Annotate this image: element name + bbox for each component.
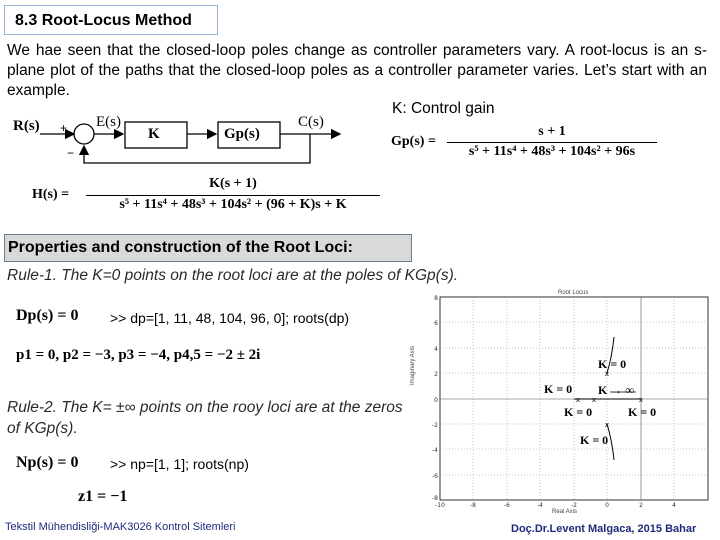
k-zero-label: K = 0 (544, 382, 573, 396)
k-infinity-label: K → ∞ (598, 383, 634, 397)
plant-tf-lhs: Gp(s) = (391, 134, 436, 149)
ytick-label: -2 (432, 422, 438, 429)
k-zero-label: K = 0 (564, 405, 593, 419)
pole-marker: x (604, 421, 610, 429)
pole-marker: x (591, 396, 597, 404)
rule2-zero: z1 = −1 (78, 488, 128, 505)
plant-tf-bar (447, 142, 657, 143)
plot-ylabel: Imaginary Axis (410, 345, 416, 385)
pole-marker: x (604, 370, 610, 378)
closed-loop-bar (86, 195, 380, 196)
xtick-label: -10 (435, 502, 445, 509)
plant-tf-num: s + 1 (538, 124, 566, 139)
rule1-text: Rule-1. The K=0 points on the root loci are at the poles of KGp(s). (7, 267, 459, 284)
pole-marker: x (575, 396, 581, 404)
xtick-label: 4 (672, 502, 676, 509)
gain-note: K: Control gain (392, 100, 495, 117)
output-label: C(s) (298, 114, 324, 130)
plant-tf-den: s⁵ + 11s⁴ + 48s³ + 104s² + 96s (468, 144, 636, 159)
pole-marker: x (638, 396, 644, 404)
rule1-command: >> dp=[1, 11, 48, 104, 96, 0]; roots(dp) (110, 310, 350, 326)
page-title: 8.3 Root-Locus Method (4, 5, 218, 35)
plus-sign: + (60, 121, 68, 135)
closed-loop-num: K(s + 1) (209, 176, 257, 191)
rule1-poles: p1 = 0, p2 = −3, p3 = −4, p4,5 = −2 ± 2i (16, 347, 261, 363)
properties-heading: Properties and construction of the Root Loci: (4, 234, 412, 262)
k-zero-label: K = 0 (580, 433, 609, 447)
footer-author: Doç.Dr.Levent Malgaca, 2015 Bahar (511, 523, 697, 535)
rule2-command: >> np=[1, 1]; roots(np) (110, 456, 249, 472)
k-zero-label: K = 0 (628, 405, 657, 419)
xtick-label: 0 (605, 502, 609, 509)
closed-loop-den: s⁵ + 11s⁴ + 48s³ + 104s² + (96 + K)s + K (119, 197, 347, 212)
xtick-label: 2 (639, 502, 643, 509)
ytick-label: 2 (434, 371, 438, 378)
xtick-label: -8 (470, 502, 476, 509)
rule2-equation: Np(s) = 0 (16, 454, 79, 471)
ytick-label: -6 (432, 473, 438, 480)
xtick-label: -4 (537, 502, 543, 509)
input-label: R(s) (13, 118, 40, 134)
ytick-label: -8 (432, 495, 438, 502)
plot-title: Root Locus (558, 290, 589, 296)
rule2-text: Rule-2. The K= ±∞ points on the rooy loci are at the zeros of KGp(s). (7, 399, 403, 437)
controller-label: K (148, 126, 160, 142)
plant-label: Gp(s) (224, 126, 260, 142)
error-label: E(s) (96, 114, 121, 130)
xtick-label: -6 (504, 502, 510, 509)
minus-sign: − (67, 146, 75, 160)
xtick-label: -2 (571, 502, 577, 509)
intro-paragraph: We hae seen that the closed-loop poles change as controller parameters vary. A root-locus is an s-plane plot of the paths that the closed-loop poles as a controller parameter varies. Let’s start with an example. (7, 42, 707, 99)
footer-course: Tekstil Mühendisliği-MAK3026 Kontrol Sitemleri (5, 521, 236, 533)
k-zero-label: K = 0 (598, 357, 627, 371)
rule1-equation: Dp(s) = 0 (16, 307, 79, 324)
plot-xlabel: Real Axis (552, 509, 578, 515)
root-locus-plot (432, 295, 710, 509)
ytick-label: 0 (434, 397, 438, 404)
summing-junction (74, 124, 94, 144)
closed-loop-lhs: H(s) = (32, 187, 70, 202)
ytick-label: 8 (434, 295, 438, 302)
ytick-label: 4 (434, 346, 438, 353)
ytick-label: -4 (432, 447, 438, 454)
ytick-label: 6 (434, 320, 438, 327)
